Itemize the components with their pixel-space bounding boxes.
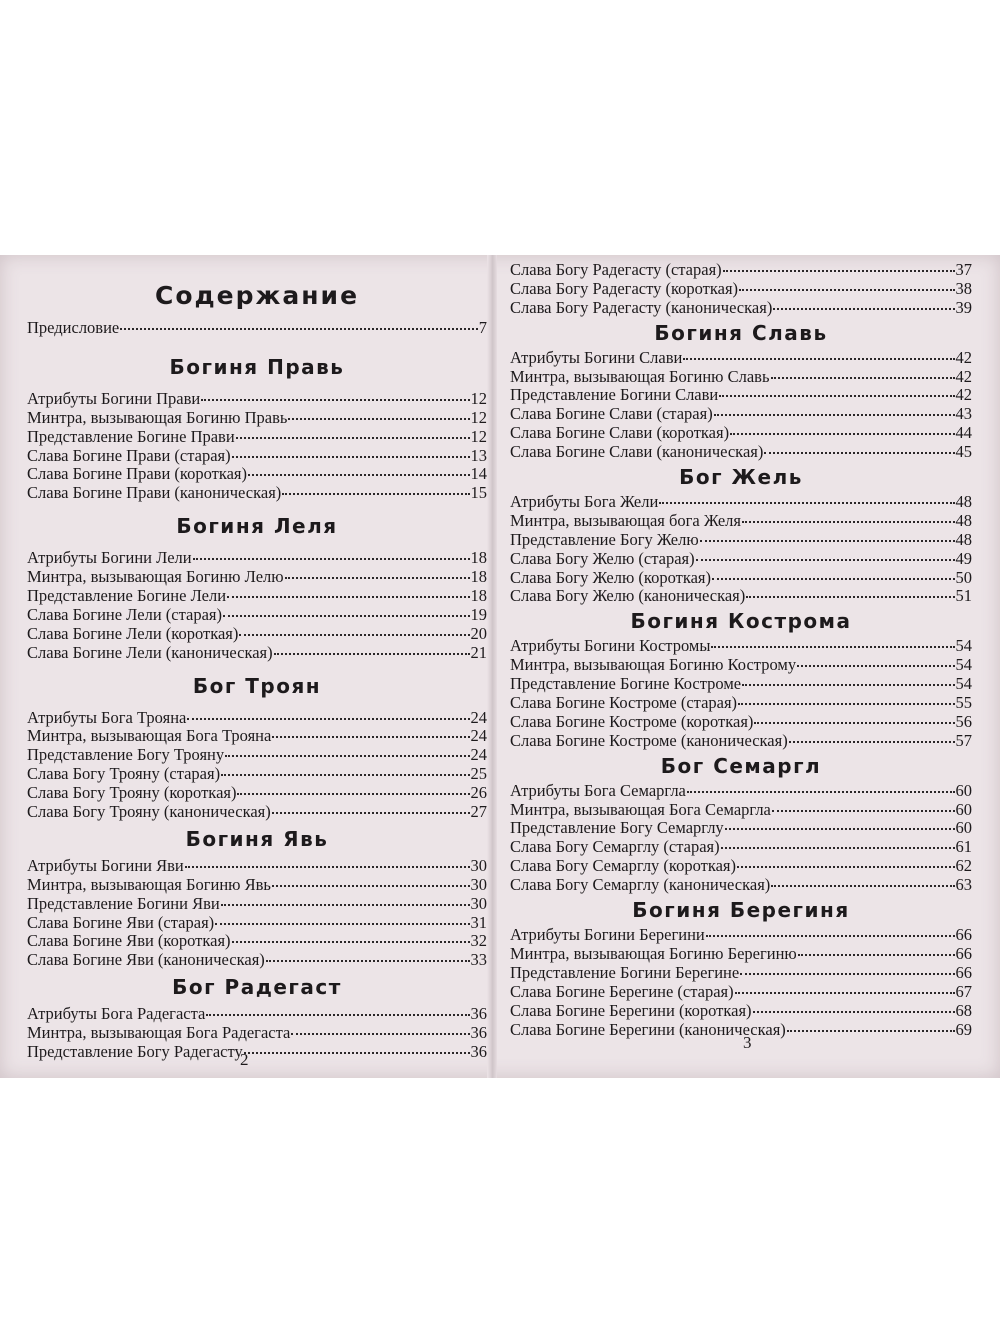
toc-entry[interactable] xyxy=(510,675,972,694)
dot-leader xyxy=(721,847,955,849)
dot-leader xyxy=(237,793,469,795)
toc-entry-page: 60 xyxy=(955,818,972,838)
toc-entry-page: 44 xyxy=(955,423,972,443)
dot-leader xyxy=(725,828,955,830)
dot-leader xyxy=(248,474,469,476)
dot-leader xyxy=(225,755,469,757)
toc-entry-label: Слава Богине Прави (короткая) xyxy=(27,464,248,484)
toc-entry-label: Слава Богу Трояну (старая) xyxy=(27,764,221,784)
toc-entry[interactable] xyxy=(27,568,487,587)
toc-entry-page: 31 xyxy=(470,912,487,932)
toc-entry-page: 24 xyxy=(470,726,487,746)
dot-leader xyxy=(712,578,955,580)
dot-leader xyxy=(201,399,469,401)
dot-leader xyxy=(288,418,469,420)
section-title: Бог Радегаст xyxy=(172,975,342,1000)
dot-leader xyxy=(274,653,470,655)
toc-entry[interactable] xyxy=(510,261,972,280)
dot-leader xyxy=(232,456,470,458)
toc-entry[interactable] xyxy=(510,512,972,531)
toc-entry-label: Минтра, вызывающая Богиню Явь xyxy=(27,874,271,894)
toc-entry-page: 13 xyxy=(470,445,487,465)
toc-entry-page: 14 xyxy=(470,464,487,484)
toc-entry-label: Слава Богу Семарглу (старая) xyxy=(510,837,720,857)
contents-title: Содержание xyxy=(154,281,360,310)
section-title: Богиня Славь xyxy=(654,320,828,345)
toc-entry[interactable] xyxy=(510,1021,972,1040)
toc-entry[interactable] xyxy=(27,803,487,822)
toc-entry-page: 42 xyxy=(955,366,972,386)
toc-entry-label: Атрибуты Богини Лели xyxy=(27,548,192,568)
toc-entry-label: Слава Богине Яви (короткая) xyxy=(27,931,231,951)
toc-entry[interactable] xyxy=(27,709,487,728)
toc-entry-page: 24 xyxy=(470,707,487,727)
toc-entry-label: Слава Богине Костроме (каноническая) xyxy=(510,730,788,750)
toc-entry[interactable] xyxy=(27,914,487,933)
toc-entry-label: Представление Богине Прави xyxy=(27,426,235,446)
dot-leader xyxy=(719,395,954,397)
left-sections xyxy=(27,344,487,1062)
toc-entry-label: Слава Богине Берегине (старая) xyxy=(510,981,734,1001)
toc-entry-label: Атрибуты Богини Прави xyxy=(27,388,201,408)
toc-entry-label: Представление Богу Желю xyxy=(510,529,699,549)
toc-entry[interactable] xyxy=(27,409,487,428)
toc-entry-label: Слава Богу Радегасту (короткая) xyxy=(510,278,739,298)
dot-leader xyxy=(706,935,955,937)
toc-entry-label: Слава Богине Слави (каноническая) xyxy=(510,442,764,462)
toc-entry-label: Слава Богу Семарглу (короткая) xyxy=(510,856,737,876)
toc-entry[interactable] xyxy=(510,1002,972,1021)
dot-leader xyxy=(291,1033,469,1035)
toc-entry-page: 12 xyxy=(470,426,487,446)
toc-entry[interactable] xyxy=(510,587,972,606)
toc-entry[interactable] xyxy=(27,644,487,663)
toc-entry-page: 18 xyxy=(470,567,487,587)
toc-entry-page: 26 xyxy=(470,783,487,803)
toc-entry-label: Минтра, вызывающая Богиню Лелю xyxy=(27,567,284,587)
toc-entry-label: Слава Богине Берегини (каноническая) xyxy=(510,1019,786,1039)
toc-entry-page: 63 xyxy=(955,875,972,895)
toc-entry[interactable] xyxy=(510,550,972,569)
dot-leader xyxy=(232,941,470,943)
dot-leader xyxy=(738,703,954,705)
toc-entry-label: Слава Богу Желю (короткая) xyxy=(510,567,711,587)
dot-leader xyxy=(700,540,955,542)
dot-leader xyxy=(683,358,954,360)
book-gutter xyxy=(487,255,497,1078)
toc-entry-label: Слава Богине Яви (старая) xyxy=(27,912,215,932)
toc-entry-page: 42 xyxy=(955,347,972,367)
dot-leader xyxy=(282,493,469,495)
dot-leader xyxy=(659,502,954,504)
toc-entry-label: Слава Богине Берегини (короткая) xyxy=(510,1000,752,1020)
toc-entry[interactable] xyxy=(27,587,487,606)
toc-entry-label: Атрибуты Богини Слави xyxy=(510,347,683,367)
dot-leader xyxy=(215,923,469,925)
toc-entry-page: 36 xyxy=(470,1023,487,1043)
toc-entry-page: 48 xyxy=(955,529,972,549)
toc-entry-page: 42 xyxy=(955,385,972,405)
toc-entry[interactable] xyxy=(27,951,487,970)
dot-leader xyxy=(687,791,955,793)
toc-entry-label: Слава Богине Прави (каноническая) xyxy=(27,483,282,503)
dot-leader xyxy=(193,558,470,560)
toc-entry-page: 60 xyxy=(955,799,972,819)
toc-entry-page: 27 xyxy=(470,802,487,822)
toc-entry-page: 54 xyxy=(955,655,972,675)
section-title: Богиня Леля xyxy=(176,514,338,539)
toc-entry-page: 62 xyxy=(955,856,972,876)
toc-entry-label: Слава Богине Лели (каноническая) xyxy=(27,642,273,662)
toc-entry-page: 69 xyxy=(955,1019,972,1039)
dot-leader xyxy=(773,308,954,310)
toc-entry[interactable] xyxy=(27,857,487,876)
toc-entry-label: Атрибуты Богини Берегини xyxy=(510,925,705,945)
toc-entry-page: 30 xyxy=(470,874,487,894)
section-title: Богиня Явь xyxy=(185,826,329,851)
toc-entry[interactable] xyxy=(510,694,972,713)
dot-leader xyxy=(797,665,954,667)
toc-entry-label: Представление Богу Трояну xyxy=(27,745,225,765)
toc-entry-page: 49 xyxy=(955,548,972,568)
toc-entry[interactable] xyxy=(510,964,972,983)
toc-entry-page: 20 xyxy=(470,623,487,643)
toc-entry-page: 67 xyxy=(955,981,972,1001)
dot-leader xyxy=(187,718,469,720)
dot-leader xyxy=(272,812,470,814)
toc-entry[interactable] xyxy=(510,876,972,895)
toc-entry-page: 7 xyxy=(478,318,487,337)
dot-leader xyxy=(239,634,469,636)
section-title: Бог Троян xyxy=(192,673,322,698)
toc-entry[interactable] xyxy=(27,428,487,447)
toc-entry-label: Слава Богине Прави (старая) xyxy=(27,445,231,465)
toc-entry[interactable] xyxy=(27,549,487,568)
toc-entry[interactable] xyxy=(510,368,972,387)
right-page xyxy=(510,255,972,1078)
toc-entry[interactable] xyxy=(27,895,487,914)
toc-entry[interactable] xyxy=(510,713,972,732)
dot-leader xyxy=(723,270,955,272)
dot-leader xyxy=(223,615,470,617)
toc-entry-label: Минтра, вызывающая бога Желя xyxy=(510,510,741,530)
dot-leader xyxy=(771,885,954,887)
toc-entry-page: 19 xyxy=(470,604,487,624)
toc-entry-label: Представление Богу Семарглу xyxy=(510,818,724,838)
toc-entry-page: 43 xyxy=(955,404,972,424)
dot-leader xyxy=(266,960,470,962)
toc-entry-page: 66 xyxy=(955,925,972,945)
toc-entry-label: Слава Богу Радегасту (старая) xyxy=(510,260,722,279)
toc-entry[interactable] xyxy=(510,531,972,550)
toc-entry-label: Слава Богине Лели (старая) xyxy=(27,604,222,624)
dot-leader xyxy=(730,433,954,435)
toc-entry-page: 33 xyxy=(470,950,487,970)
toc-entry[interactable] xyxy=(27,876,487,895)
toc-entry[interactable] xyxy=(27,784,487,803)
dot-leader xyxy=(272,885,470,887)
toc-entry[interactable] xyxy=(27,765,487,784)
toc-entry[interactable] xyxy=(510,443,972,462)
toc-entry[interactable] xyxy=(27,1043,487,1062)
toc-entry-label: Атрибуты Бога Жели xyxy=(510,492,659,512)
toc-entry-label: Атрибуты Богини Костромы xyxy=(510,636,711,656)
dot-leader xyxy=(753,1011,955,1013)
dot-leader xyxy=(272,736,469,738)
toc-entry-page: 39 xyxy=(955,297,972,317)
toc-entry[interactable] xyxy=(27,465,487,484)
toc-entry[interactable] xyxy=(510,386,972,405)
toc-entry-label: Минтра, вызывающая Бога Трояна xyxy=(27,726,272,746)
dot-leader xyxy=(221,904,470,906)
toc-entry-page: 25 xyxy=(470,764,487,784)
toc-entry-preface[interactable] xyxy=(27,319,487,338)
toc-entry[interactable] xyxy=(510,838,972,857)
toc-entry-label: Минтра, вызывающая Богиню Берегиню xyxy=(510,943,797,963)
toc-entry[interactable] xyxy=(27,447,487,466)
toc-entry[interactable] xyxy=(510,983,972,1002)
toc-entry-page: 15 xyxy=(470,483,487,503)
toc-entry[interactable] xyxy=(510,637,972,656)
toc-entry-label: Представление Богине Костроме xyxy=(510,674,742,694)
section-title: Богиня Кострома xyxy=(630,609,852,634)
dot-leader xyxy=(746,596,954,598)
toc-entry[interactable] xyxy=(27,1005,487,1024)
toc-entry[interactable] xyxy=(27,606,487,625)
toc-entry-label: Представление Богу Радегасту xyxy=(27,1042,243,1062)
toc-entry[interactable] xyxy=(27,1024,487,1043)
dot-leader xyxy=(764,452,954,454)
toc-entry[interactable] xyxy=(510,299,972,318)
toc-entry[interactable] xyxy=(510,732,972,751)
toc-entry-label: Слава Богине Яви (каноническая) xyxy=(27,950,265,970)
section-title: Бог Жель xyxy=(679,465,803,490)
dot-leader xyxy=(742,521,955,523)
toc-entry-page: 66 xyxy=(955,943,972,963)
dot-leader xyxy=(754,722,954,724)
dot-leader xyxy=(227,596,469,598)
dot-leader xyxy=(771,377,955,379)
toc-entry-page: 12 xyxy=(470,388,487,408)
section-title: Богиня Берегиня xyxy=(632,898,850,923)
dot-leader xyxy=(711,646,954,648)
toc-entry[interactable] xyxy=(510,349,972,368)
dot-leader xyxy=(714,414,955,416)
toc-entry[interactable] xyxy=(510,819,972,838)
dot-leader xyxy=(789,741,955,743)
toc-entry-label: Представление Богини Яви xyxy=(27,893,220,913)
dot-leader xyxy=(787,1030,955,1032)
toc-entry-page: 21 xyxy=(470,642,487,662)
toc-entry-label: Атрибуты Бога Радегаста xyxy=(27,1004,206,1024)
toc-entry[interactable] xyxy=(510,945,972,964)
toc-entry-label: Слава Богине Слави (короткая) xyxy=(510,423,730,443)
toc-entry-label: Слава Богу Семарглу (каноническая) xyxy=(510,875,771,895)
dot-leader xyxy=(798,954,955,956)
toc-entry-page: 56 xyxy=(955,711,972,731)
page-number-left: 2 xyxy=(240,1050,249,1069)
toc-entry[interactable] xyxy=(510,569,972,588)
toc-entry-page: 24 xyxy=(470,745,487,765)
toc-entry-page: 54 xyxy=(955,674,972,694)
dot-leader xyxy=(236,437,470,439)
dot-leader xyxy=(185,866,470,868)
toc-entry[interactable] xyxy=(510,857,972,876)
toc-entry[interactable] xyxy=(510,782,972,801)
toc-entry-label: Слава Богине Костроме (короткая) xyxy=(510,711,754,731)
dot-leader xyxy=(696,559,955,561)
toc-entry-page: 66 xyxy=(955,962,972,982)
toc-entry-page: 48 xyxy=(955,492,972,512)
toc-entry-label: Слава Богине Слави (старая) xyxy=(510,404,713,424)
toc-entry[interactable] xyxy=(510,280,972,299)
left-page xyxy=(27,255,487,1078)
toc-entry[interactable] xyxy=(510,926,972,945)
dot-leader xyxy=(772,810,955,812)
toc-entry[interactable] xyxy=(27,484,487,503)
toc-entry-page: 55 xyxy=(955,693,972,713)
toc-entry-page: 51 xyxy=(955,586,972,606)
toc-entry-label: Слава Богу Трояну (каноническая) xyxy=(27,802,271,822)
toc-entry-label: Слава Богу Радегасту (каноническая) xyxy=(510,297,773,317)
dot-leader xyxy=(221,774,469,776)
toc-entry-label: Минтра, вызывающая Богиню Славь xyxy=(510,366,770,386)
toc-entry[interactable] xyxy=(510,656,972,675)
toc-entry[interactable] xyxy=(27,727,487,746)
toc-entry-page: 30 xyxy=(470,855,487,875)
section-title: Богиня Правь xyxy=(169,354,345,379)
toc-entry-label: Атрибуты Бога Семаргла xyxy=(510,780,686,800)
toc-entry[interactable] xyxy=(510,493,972,512)
toc-entry-page: 37 xyxy=(955,260,972,279)
toc-entry[interactable] xyxy=(27,746,487,765)
toc-entry-label: Предисловие xyxy=(27,318,120,337)
toc-entry-page: 57 xyxy=(955,730,972,750)
toc-entry[interactable] xyxy=(27,390,487,409)
toc-entry[interactable] xyxy=(27,625,487,644)
dot-leader xyxy=(739,289,954,291)
page-number-right: 3 xyxy=(743,1033,752,1052)
toc-entry-label: Слава Богине Костроме (старая) xyxy=(510,693,738,713)
toc-entry[interactable] xyxy=(27,932,487,951)
toc-entry-label: Представление Богини Берегине xyxy=(510,962,740,982)
toc-entry-page: 36 xyxy=(470,1004,487,1024)
toc-entry-label: Представление Богине Лели xyxy=(27,586,227,606)
dot-leader xyxy=(244,1052,470,1054)
section-title: Бог Семаргл xyxy=(660,753,822,778)
toc-entry[interactable] xyxy=(510,424,972,443)
toc-entry-page: 48 xyxy=(955,510,972,530)
toc-entry-label: Слава Богу Желю (каноническая) xyxy=(510,586,746,606)
dot-leader xyxy=(120,328,478,330)
dot-leader xyxy=(742,684,954,686)
toc-entry-label: Представление Богини Слави xyxy=(510,385,719,405)
dot-leader xyxy=(740,973,954,975)
toc-entry-label: Минтра, вызывающая Богиню Правь xyxy=(27,407,288,427)
toc-entry-label: Слава Богине Лели (короткая) xyxy=(27,623,239,643)
toc-entry-label: Слава Богу Трояну (короткая) xyxy=(27,783,237,803)
toc-entry-page: 45 xyxy=(955,442,972,462)
toc-entry-page: 36 xyxy=(470,1042,487,1062)
toc-entry[interactable] xyxy=(510,405,972,424)
toc-entry-label: Минтра, вызывающая Бога Семаргла xyxy=(510,799,771,819)
toc-entry-page: 50 xyxy=(955,567,972,587)
dot-leader xyxy=(206,1014,469,1016)
dot-leader xyxy=(735,992,955,994)
toc-entry-label: Минтра, вызывающая Богиню Кострому xyxy=(510,655,797,675)
toc-entry-page: 12 xyxy=(470,407,487,427)
toc-entry-label: Минтра, вызывающая Бога Радегаста xyxy=(27,1023,291,1043)
dot-leader xyxy=(737,866,954,868)
toc-entry-page: 18 xyxy=(470,586,487,606)
toc-entry[interactable] xyxy=(510,801,972,820)
dot-leader xyxy=(285,577,470,579)
toc-entry-page: 38 xyxy=(955,278,972,298)
toc-entry-page: 61 xyxy=(955,837,972,857)
toc-entry-page: 68 xyxy=(955,1000,972,1020)
toc-entry-label: Атрибуты Бога Трояна xyxy=(27,707,187,727)
toc-entry-label: Слава Богу Желю (старая) xyxy=(510,548,695,568)
toc-entry-page: 18 xyxy=(470,548,487,568)
continued-entries xyxy=(510,261,972,318)
toc-entry-label: Атрибуты Богини Яви xyxy=(27,855,184,875)
toc-entry-page: 30 xyxy=(470,893,487,913)
toc-entry-page: 54 xyxy=(955,636,972,656)
toc-entry-page: 60 xyxy=(955,780,972,800)
toc-entry-page: 32 xyxy=(470,931,487,951)
right-sections xyxy=(510,318,972,1040)
